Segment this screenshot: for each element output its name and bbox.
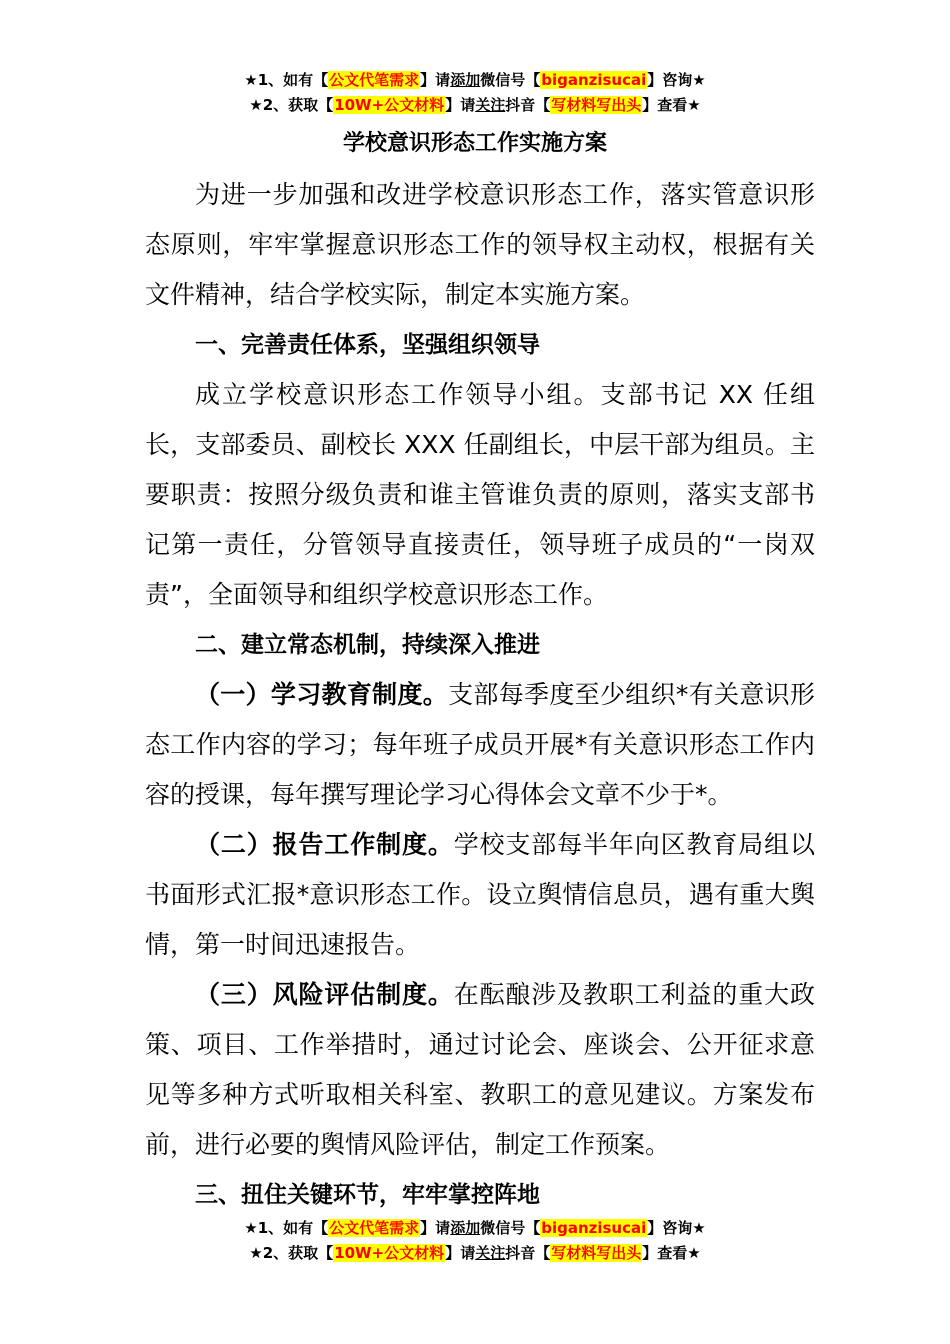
- item-text: 支部每季度至少组织*有关意识形态工作内容的学习；每年班子成员开展*有关意识形态工作内容的授课，每年撰写理论学习心得体会文章不少于*。: [145, 680, 815, 809]
- promo-text: 】查看★: [642, 1244, 701, 1262]
- promo-text: 】请: [445, 1244, 476, 1262]
- promo-highlight: 公文代笔需求: [329, 1219, 420, 1237]
- promo-text: ★1、如有【: [244, 71, 329, 89]
- item-label: （三）风险评估制度。: [195, 980, 454, 1009]
- promo-highlight: 写材料写出头: [551, 1244, 642, 1262]
- document-title: 学校意识形态工作实施方案: [342, 131, 607, 156]
- promo-text: ★1、如有【: [244, 1219, 329, 1237]
- promo-highlight: 写材料写出头: [551, 96, 642, 114]
- promo-text: 微信号【: [480, 71, 541, 89]
- promo-text: ★2、获取【: [249, 96, 334, 114]
- promo-highlight: biganzisucai: [541, 71, 647, 89]
- promo-underlined: 关注: [475, 1244, 506, 1262]
- promo-text: 】咨询★: [647, 1219, 706, 1237]
- promo-line-1: [0, 68, 950, 93]
- promo-underlined: 关注: [475, 96, 506, 114]
- promo-underlined: 添加: [450, 71, 481, 89]
- item-text: 学校支部每半年向区教育局组以书面形式汇报*意识形态工作。设立舆情信息员，遇有重大舆情，第一时间迅速报告。: [145, 830, 815, 959]
- promo-banner-top: [0, 68, 950, 118]
- promo-text: 】咨询★: [647, 71, 706, 89]
- promo-line-2: [0, 93, 950, 118]
- intro-paragraph: 为进一步加强和改进学校意识形态工作，落实管意识形态原则，牢牢掌握意识形态工作的领导权主动权，根据有关文件精神，结合学校实际，制定本实施方案。: [145, 180, 815, 309]
- section-2-item-1: [145, 670, 815, 820]
- promo-text: 】请: [420, 71, 451, 89]
- section-heading-1: 一、完善责任体系，坚强组织领导: [195, 332, 540, 358]
- promo-line-1: [0, 1216, 950, 1241]
- promo-text: 】请: [445, 96, 476, 114]
- promo-line-2: [0, 1241, 950, 1266]
- promo-highlight: biganzisucai: [541, 1219, 647, 1237]
- promo-underlined: 添加: [450, 1219, 481, 1237]
- promo-text: ★2、获取【: [249, 1244, 334, 1262]
- promo-highlight: 10W+公文材料: [334, 96, 445, 114]
- document-body: [145, 170, 815, 1220]
- promo-banner-bottom: [0, 1216, 950, 1266]
- promo-text: 】请: [420, 1219, 451, 1237]
- promo-highlight: 10W+公文材料: [334, 1244, 445, 1262]
- item-label: （一）学习教育制度。: [195, 680, 449, 709]
- section-heading-3: 三、扭住关键环节，牢牢掌控阵地: [195, 1182, 540, 1208]
- section-2-item-2: [145, 820, 815, 970]
- promo-text: 】查看★: [642, 96, 701, 114]
- promo-text: 抖音【: [505, 96, 551, 114]
- section-2-item-3: [145, 970, 815, 1170]
- promo-highlight: 公文代笔需求: [329, 71, 420, 89]
- item-label: （二）报告工作制度。: [195, 830, 454, 859]
- item-text: 在酝酿涉及教职工利益的重大政策、项目、工作举措时，通过讨论会、座谈会、公开征求意见等多种方式听取相关科室、教职工的意见建议。方案发布前，进行必要的舆情风险评估，制定工作预案。: [145, 980, 815, 1159]
- section-1-paragraph: 成立学校意识形态工作领导小组。支部书记 XX 任组长，支部委员、副校长 XXX 任副组长，中层干部为组员。主要职责：按照分级负责和谁主管谁负责的原则，落实支部书记第一责任，分管领导直接责任，领导班子成员的“一岗双责”，全面领导和组织学校意识形态工作。: [145, 380, 815, 609]
- promo-text: 微信号【: [480, 1219, 541, 1237]
- section-heading-2: 二、建立常态机制，持续深入推进: [195, 632, 540, 658]
- promo-text: 抖音【: [505, 1244, 551, 1262]
